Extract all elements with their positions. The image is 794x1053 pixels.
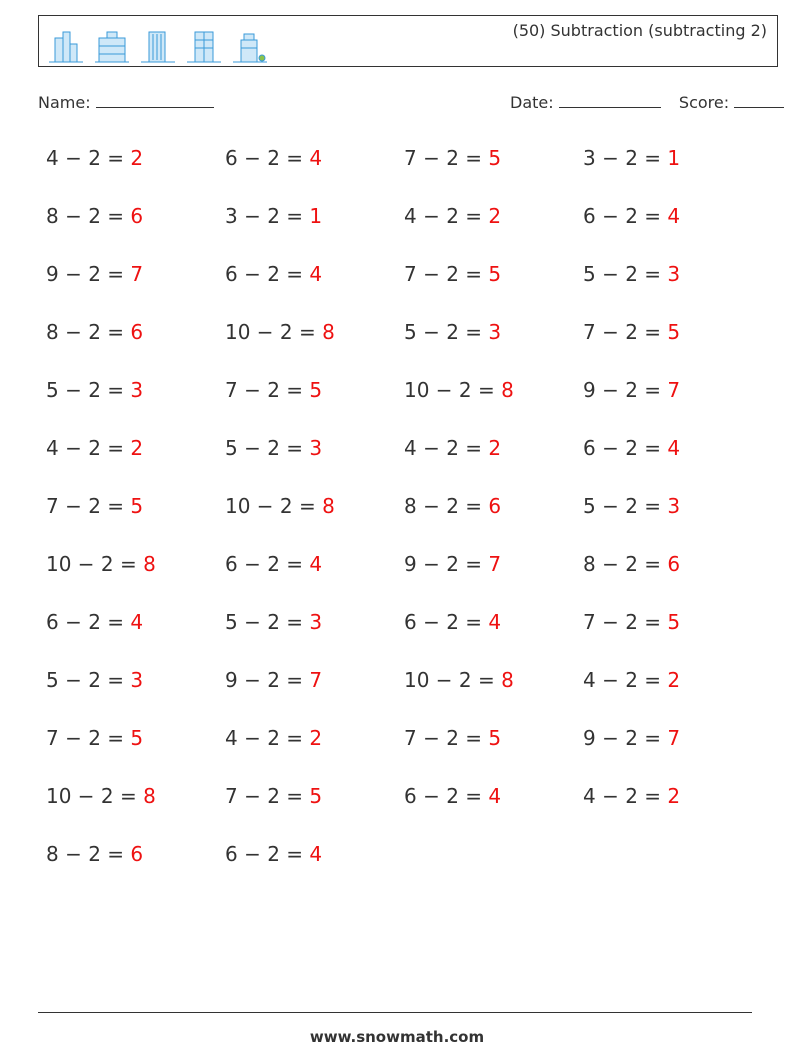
score-label: Score: <box>678 93 730 112</box>
problem-answer: 5 <box>667 610 681 634</box>
problem-answer: 5 <box>309 378 323 402</box>
problem-answer: 6 <box>130 842 144 866</box>
problem-expression: 9 − 2 = <box>404 552 489 576</box>
problem-expression: 9 − 2 = <box>583 378 668 402</box>
problem-expression: 6 − 2 = <box>404 610 489 634</box>
problem-row <box>46 320 762 378</box>
problem-answer: 8 <box>322 320 335 344</box>
problem-expression: 10 − 2 = <box>404 378 502 402</box>
problem <box>583 320 762 378</box>
problem-row <box>46 668 762 726</box>
problem <box>404 436 583 494</box>
problem-expression: 7 − 2 = <box>404 262 489 286</box>
problem-answer: 2 <box>488 204 502 228</box>
problem-expression: 4 − 2 = <box>225 726 310 750</box>
problem-expression: 5 − 2 = <box>583 494 668 518</box>
problem-answer: 5 <box>667 320 681 344</box>
problem-expression: 8 − 2 = <box>46 204 131 228</box>
problem-expression: 4 − 2 = <box>404 204 489 228</box>
problem-expression: 5 − 2 = <box>225 436 310 460</box>
problem <box>404 262 583 320</box>
problem <box>225 320 404 378</box>
problem <box>46 842 225 900</box>
problem-answer: 8 <box>143 552 156 576</box>
problem-answer: 8 <box>501 668 514 692</box>
problem-expression: 4 − 2 = <box>583 668 668 692</box>
problem <box>225 552 404 610</box>
problem <box>404 552 583 610</box>
problem <box>404 726 583 784</box>
problem-expression: 10 − 2 = <box>46 552 144 576</box>
problem-answer: 2 <box>488 436 502 460</box>
problem-answer: 1 <box>667 146 681 170</box>
problem-expression: 10 − 2 = <box>404 668 502 692</box>
problem <box>404 610 583 668</box>
problem-answer: 5 <box>488 726 502 750</box>
problem-answer: 6 <box>130 204 144 228</box>
problem <box>46 204 225 262</box>
worksheet-title: (50) Subtraction (subtracting 2) <box>512 21 767 40</box>
problem-answer: 2 <box>130 146 144 170</box>
problem <box>404 320 583 378</box>
problem-expression: 3 − 2 = <box>583 146 668 170</box>
problem-answer: 3 <box>130 378 144 402</box>
problem-row <box>46 378 762 436</box>
name-line[interactable] <box>96 93 214 108</box>
problem <box>404 494 583 552</box>
problem <box>225 146 404 204</box>
problem <box>404 378 583 436</box>
problem-expression: 5 − 2 = <box>46 378 131 402</box>
header-box <box>38 15 778 67</box>
problem-answer: 4 <box>667 436 681 460</box>
problem-answer: 4 <box>488 610 502 634</box>
date-score-field <box>510 93 784 112</box>
problem <box>583 146 762 204</box>
problem <box>46 784 225 842</box>
problem-answer: 3 <box>667 262 681 286</box>
problem <box>404 146 583 204</box>
footer-divider <box>38 1012 752 1013</box>
problem-expression: 7 − 2 = <box>46 726 131 750</box>
problem-expression: 6 − 2 = <box>404 784 489 808</box>
problem-expression: 5 − 2 = <box>404 320 489 344</box>
problem-expression: 10 − 2 = <box>225 320 323 344</box>
problem-answer: 8 <box>143 784 156 808</box>
problem-row <box>46 610 762 668</box>
problem-expression: 7 − 2 = <box>46 494 131 518</box>
problem-answer: 4 <box>309 146 323 170</box>
problem-answer: 6 <box>130 320 144 344</box>
problem <box>46 726 225 784</box>
problem-answer: 7 <box>309 668 323 692</box>
score-line[interactable] <box>734 93 784 108</box>
problem-expression: 7 − 2 = <box>225 784 310 808</box>
name-field <box>38 93 214 112</box>
problem <box>46 436 225 494</box>
problem-row <box>46 204 762 262</box>
problem-expression: 8 − 2 = <box>46 842 131 866</box>
building-icon <box>93 28 131 64</box>
problem-row <box>46 494 762 552</box>
problem <box>46 146 225 204</box>
problem-answer: 2 <box>667 784 681 808</box>
problem-expression: 7 − 2 = <box>404 726 489 750</box>
problem-answer: 5 <box>130 726 144 750</box>
problem <box>46 262 225 320</box>
problem-answer: 4 <box>667 204 681 228</box>
problem-answer: 3 <box>130 668 144 692</box>
problem-answer: 8 <box>322 494 335 518</box>
problem-expression: 4 − 2 = <box>404 436 489 460</box>
problem-answer: 5 <box>309 784 323 808</box>
problem <box>46 552 225 610</box>
problem <box>225 610 404 668</box>
problem-answer: 5 <box>130 494 144 518</box>
problem-expression: 6 − 2 = <box>225 262 310 286</box>
problem-expression: 5 − 2 = <box>225 610 310 634</box>
problem-answer: 5 <box>488 262 502 286</box>
problem-expression: 8 − 2 = <box>404 494 489 518</box>
problem-expression: 4 − 2 = <box>46 436 131 460</box>
name-label: Name: <box>38 93 91 112</box>
problem <box>583 668 762 726</box>
problem-answer: 3 <box>667 494 681 518</box>
problem <box>225 436 404 494</box>
building-icon <box>47 28 85 64</box>
problem <box>225 494 404 552</box>
problem-expression: 6 − 2 = <box>583 436 668 460</box>
problem-answer: 4 <box>309 552 323 576</box>
problem-expression: 6 − 2 = <box>225 842 310 866</box>
problem <box>46 668 225 726</box>
problem-row <box>46 262 762 320</box>
date-line[interactable] <box>559 93 661 108</box>
problem <box>583 262 762 320</box>
problem-row <box>46 726 762 784</box>
problem-answer: 8 <box>501 378 514 402</box>
problem <box>225 668 404 726</box>
problem-answer: 5 <box>488 146 502 170</box>
building-icon <box>139 28 177 64</box>
problem-answer: 7 <box>488 552 502 576</box>
problem-expression: 10 − 2 = <box>225 494 323 518</box>
problem-expression: 10 − 2 = <box>46 784 144 808</box>
problem-expression: 7 − 2 = <box>583 610 668 634</box>
problem-row <box>46 842 762 900</box>
problem-expression: 6 − 2 = <box>225 146 310 170</box>
problem <box>225 262 404 320</box>
problem-answer: 4 <box>130 610 144 634</box>
problem-answer: 6 <box>667 552 681 576</box>
problem-answer: 2 <box>667 668 681 692</box>
problem <box>583 378 762 436</box>
problem-answer: 4 <box>488 784 502 808</box>
problem-expression: 6 − 2 = <box>225 552 310 576</box>
problem <box>583 552 762 610</box>
problem-answer: 2 <box>130 436 144 460</box>
problem-row <box>46 436 762 494</box>
problem <box>46 320 225 378</box>
building-icon <box>185 28 223 64</box>
problem <box>583 436 762 494</box>
problem <box>404 204 583 262</box>
problem <box>225 842 404 900</box>
problem-answer: 3 <box>309 436 323 460</box>
building-icon <box>231 28 269 64</box>
problem <box>225 204 404 262</box>
problem-expression: 4 − 2 = <box>46 146 131 170</box>
problem-expression: 7 − 2 = <box>404 146 489 170</box>
problem-expression: 8 − 2 = <box>583 552 668 576</box>
problem-answer: 4 <box>309 262 323 286</box>
problem-expression: 7 − 2 = <box>583 320 668 344</box>
problem <box>583 610 762 668</box>
problem-answer: 2 <box>309 726 323 750</box>
problem-answer: 3 <box>488 320 502 344</box>
problem <box>583 726 762 784</box>
problem <box>404 784 583 842</box>
problem-expression: 9 − 2 = <box>225 668 310 692</box>
problem <box>583 494 762 552</box>
problem <box>583 204 762 262</box>
problem-answer: 1 <box>309 204 323 228</box>
problem-answer: 3 <box>309 610 323 634</box>
problem-answer: 7 <box>667 378 681 402</box>
problem-expression: 9 − 2 = <box>46 262 131 286</box>
problem-answer: 7 <box>667 726 681 750</box>
problem-grid <box>46 146 762 900</box>
problem-answer: 6 <box>488 494 502 518</box>
footer-site: www.snowmath.com <box>309 1028 485 1046</box>
problem <box>46 610 225 668</box>
problem-row <box>46 552 762 610</box>
problem-expression: 5 − 2 = <box>46 668 131 692</box>
problem-expression: 6 − 2 = <box>583 204 668 228</box>
problem <box>46 378 225 436</box>
problem-expression: 5 − 2 = <box>583 262 668 286</box>
problem <box>404 668 583 726</box>
problem-expression: 9 − 2 = <box>583 726 668 750</box>
problem-row <box>46 146 762 204</box>
problem-answer: 7 <box>130 262 144 286</box>
problem-answer: 4 <box>309 842 323 866</box>
problem-expression: 7 − 2 = <box>225 378 310 402</box>
problem-expression: 3 − 2 = <box>225 204 310 228</box>
problem-row <box>46 784 762 842</box>
problem <box>225 784 404 842</box>
date-label: Date: <box>510 93 554 112</box>
logo-row <box>47 26 269 64</box>
problem <box>225 726 404 784</box>
problem-expression: 4 − 2 = <box>583 784 668 808</box>
problem <box>225 378 404 436</box>
problem <box>46 494 225 552</box>
problem <box>583 784 762 842</box>
problem-expression: 8 − 2 = <box>46 320 131 344</box>
problem-expression: 6 − 2 = <box>46 610 131 634</box>
